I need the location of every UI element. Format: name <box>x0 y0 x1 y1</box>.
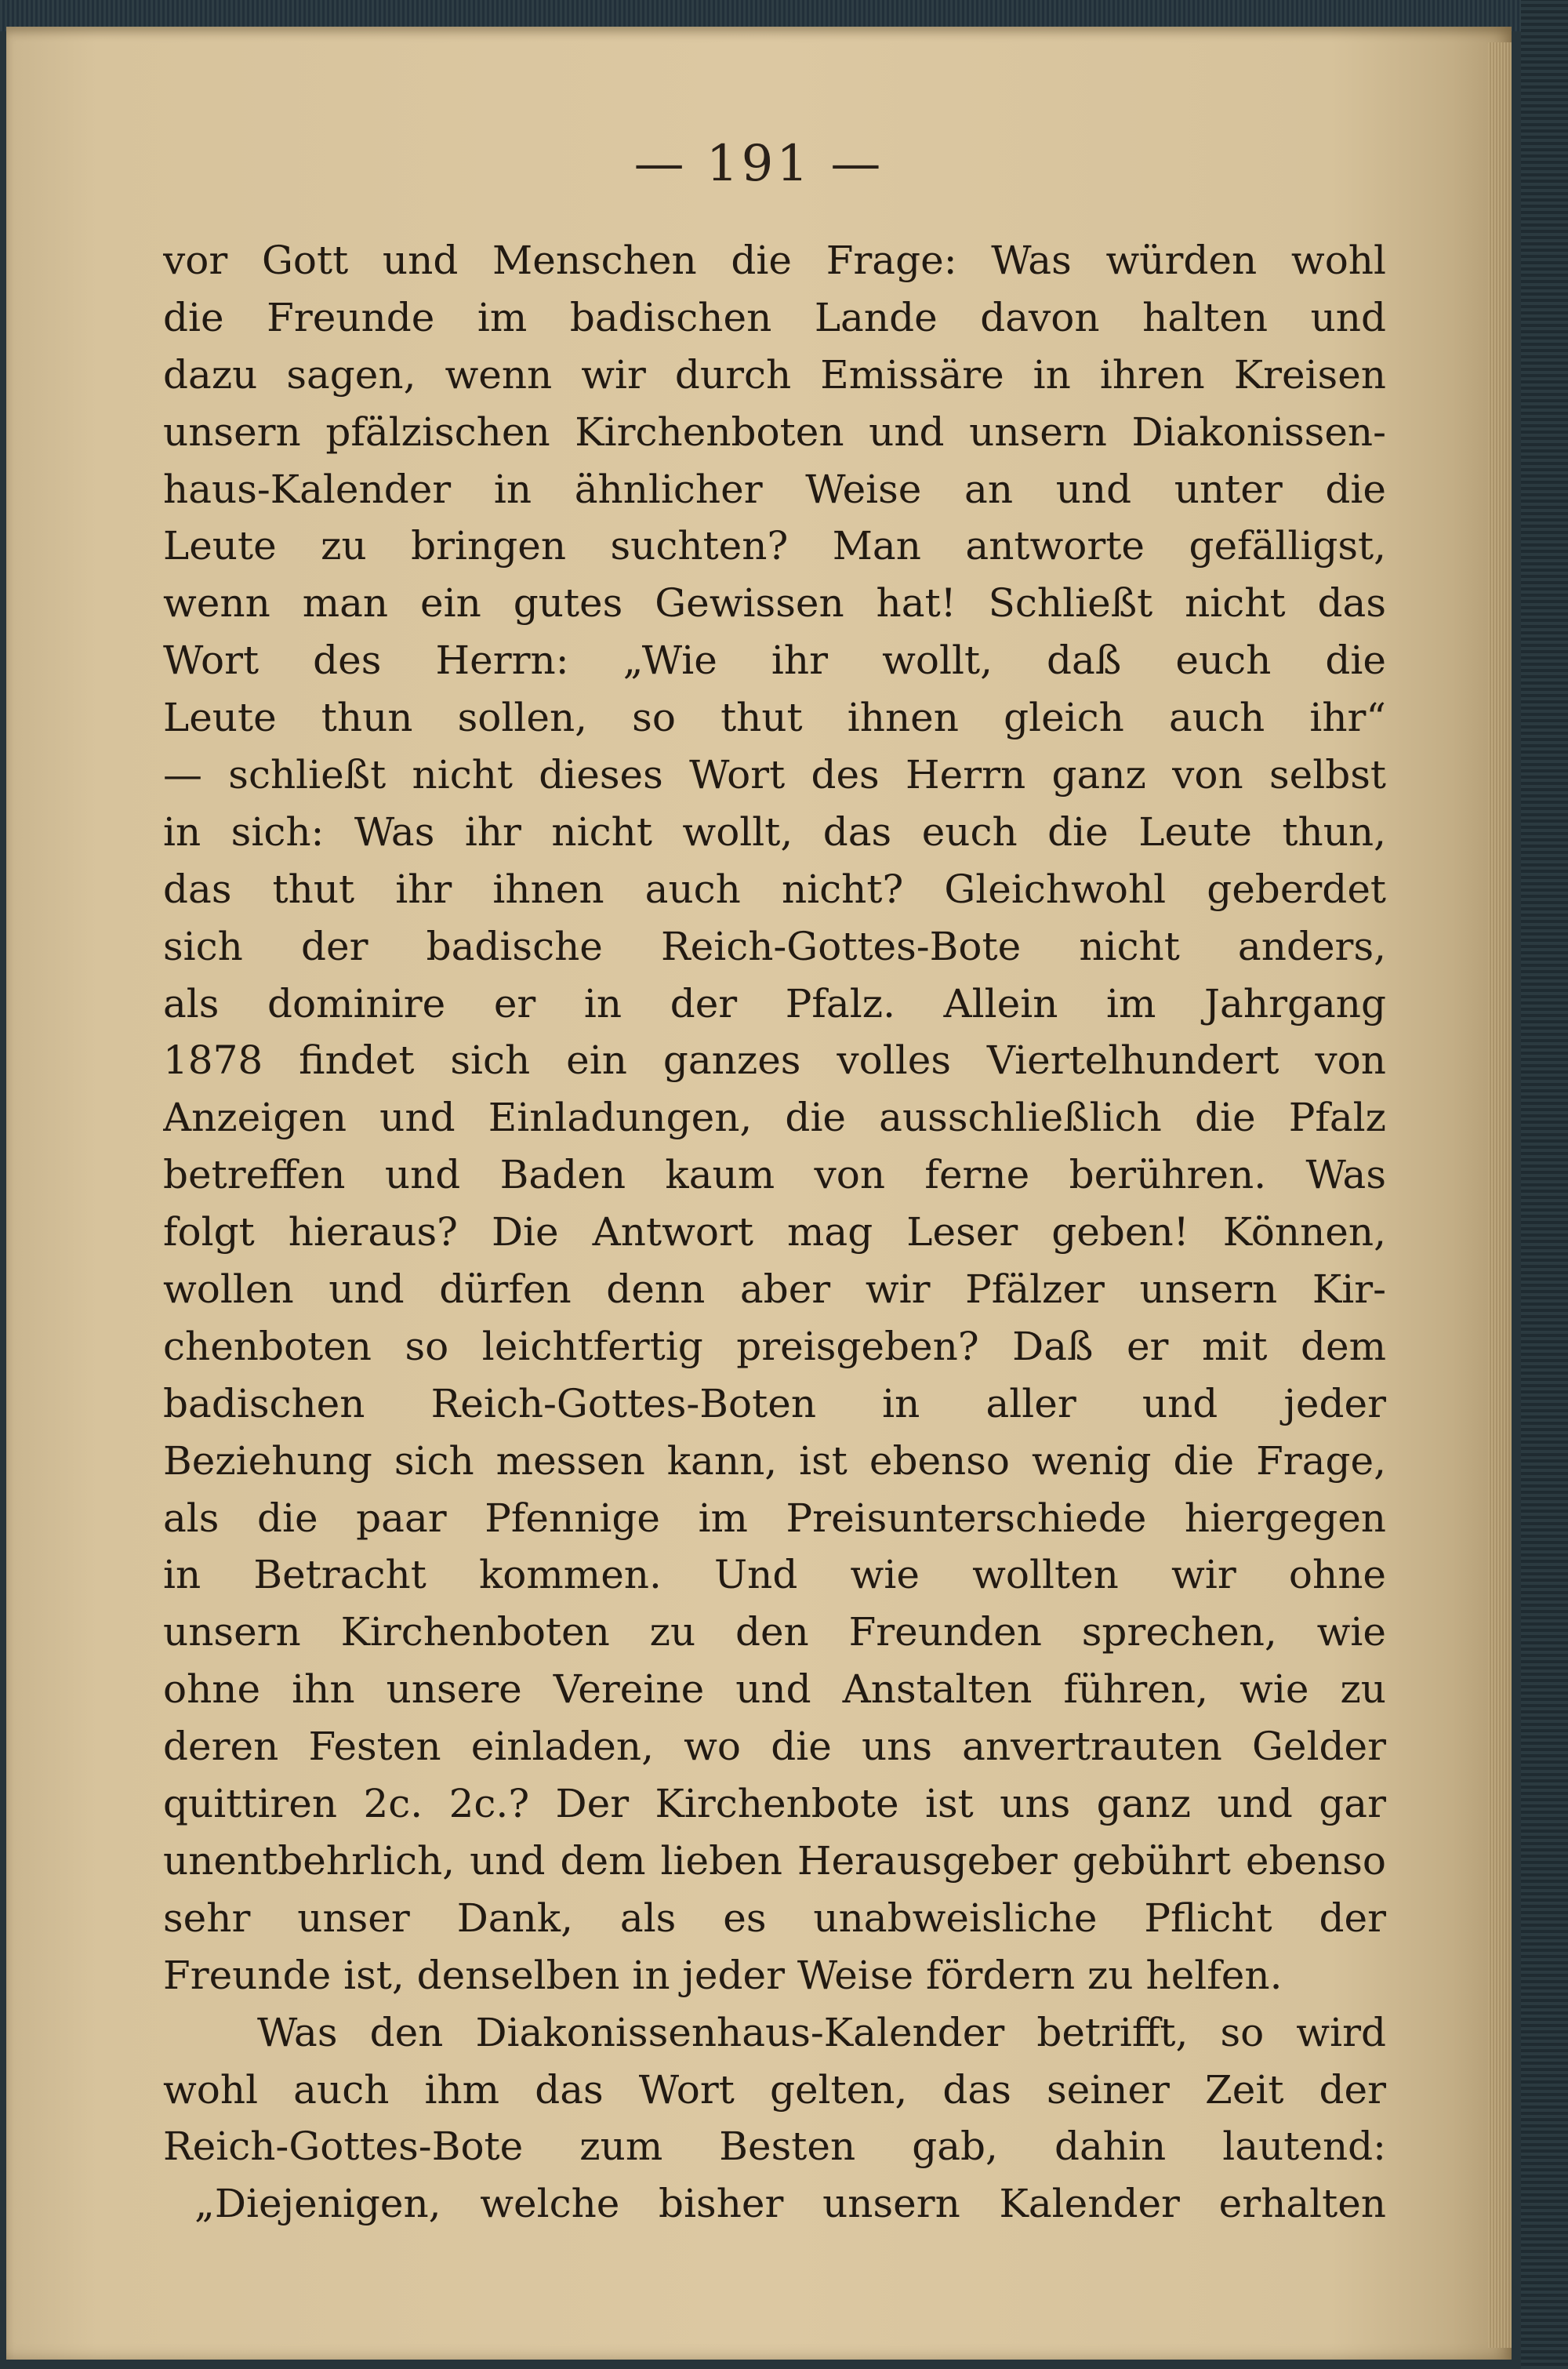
text-line: unsern pfälzischen Kirchenboten und unsern Diakonissen- <box>163 409 1386 455</box>
text-line: folgt hieraus? Die Antwort mag Leser geben! Können, <box>163 1209 1386 1255</box>
text-line: chenboten so leichtfertig preisgeben? Daß er mit dem <box>163 1323 1386 1369</box>
text-line: betreffen und Baden kaum von ferne berühren. Was <box>163 1152 1386 1198</box>
text-line: deren Festen einladen, wo die uns anvertrauten Gelder <box>163 1724 1386 1770</box>
text-line: Was den Diakonissenhaus-Kalender betrifft, so wird <box>257 2009 1386 2055</box>
text-line: Freunde ist, denselben in jeder Weise fördern zu helfen. <box>163 1952 1283 1998</box>
text-line: Reich-Gottes-Bote zum Besten gab, dahin lautend: <box>163 2124 1386 2170</box>
text-line: das thut ihr ihnen auch nicht? Gleichwohl geberdet <box>163 866 1386 912</box>
page-edges <box>1488 42 1512 2348</box>
text-line: 1878 findet sich ein ganzes volles Viertelhundert von <box>163 1037 1386 1084</box>
text-line: badischen Reich-Gottes-Boten in aller und jeder <box>163 1380 1386 1426</box>
text-line: in sich: Was ihr nicht wollt, das euch die Leute thun, <box>163 808 1386 855</box>
book-page <box>6 27 1512 2360</box>
text-line: wenn man ein gutes Gewissen hat! Schließt nicht das <box>163 580 1386 627</box>
text-line: unentbehrlich, und dem lieben Herausgeber gebührt ebenso <box>163 1837 1386 1884</box>
text-line: die Freunde im badischen Lande davon halten und <box>163 294 1386 340</box>
text-line: „Diejenigen, welche bisher unsern Kalender erhalten <box>194 2181 1386 2227</box>
text-line: Leute zu bringen suchten? Man antworte gefälligst, <box>163 523 1386 569</box>
page-number: — 191 — <box>633 135 884 193</box>
text-line: als dominire er in der Pfalz. Allein im Jahrgang <box>163 980 1386 1026</box>
text-line: haus-Kalender in ähnlicher Weise an und unter die <box>163 466 1386 512</box>
text-line: Anzeigen und Einladungen, die ausschließlich die Pfalz <box>163 1095 1386 1141</box>
text-line: in Betracht kommen. Und wie wollten wir ohne <box>163 1552 1386 1598</box>
text-line: vor Gott und Menschen die Frage: Was würden wohl <box>163 238 1386 283</box>
body-text <box>163 232 1386 2233</box>
text-line: dazu sagen, wenn wir durch Emissäre in ihren Kreisen <box>163 351 1386 398</box>
text-line: wohl auch ihm das Wort gelten, das seiner Zeit der <box>163 2066 1386 2113</box>
text-line: Leute thun sollen, so thut ihnen gleich auch ihr“ <box>163 695 1386 741</box>
text-line: wollen und dürfen denn aber wir Pfälzer unsern Kir- <box>163 1266 1386 1313</box>
text-line: Beziehung sich messen kann, ist ebenso wenig die Frage, <box>163 1437 1386 1484</box>
text-line: Wort des Herrn: „Wie ihr wollt, daß euch die <box>163 638 1386 684</box>
text-line: ohne ihn unsere Vereine und Anstalten führen, wie zu <box>163 1666 1386 1713</box>
text-line: als die paar Pfennige im Preisunterschiede hiergegen <box>163 1495 1386 1541</box>
text-line: — schließt nicht dieses Wort des Herrn ganz von selbst <box>163 752 1386 798</box>
book-binding-right <box>1521 0 1568 2369</box>
text-line: unsern Kirchenboten zu den Freunden sprechen, wie <box>163 1609 1386 1655</box>
text-line: sich der badische Reich-Gottes-Bote nicht anders, <box>163 923 1386 969</box>
text-line: sehr unser Dank, als es unabweisliche Pflicht der <box>163 1895 1386 1941</box>
text-line: quittiren 2c. 2c.? Der Kirchenbote ist uns ganz und gar <box>163 1781 1386 1827</box>
